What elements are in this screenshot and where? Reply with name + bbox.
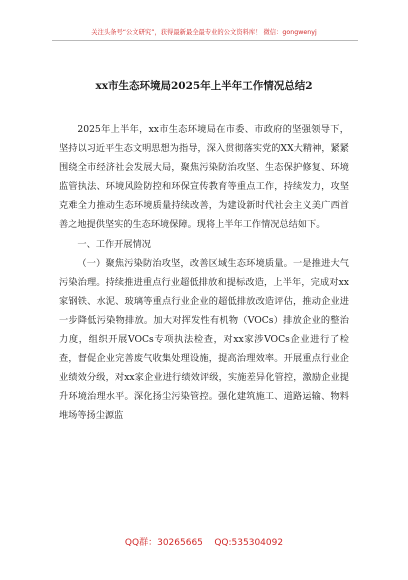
- section-heading: 一、工作开展情况: [77, 238, 151, 250]
- paragraph-pollution-control: （一）聚焦污染防治攻坚，改善区域生态环境质量。一是推进大气污染治理。持续推进重点行业超低排放和提标改造，上半年，完成对xx家钢铁、水泥、玻璃等重点行业企业的超低排放改造评估，推动企业进一步降低污染物排放。加大对挥发性有机物（VOCs）排放企业的整治力度，组织开展VOCs专项执法检查，对xx家涉VOCs企业进行了检查，督促企业完善废气收集处理设施，提高治理效率。开展重点行业企业绩效分级，对xx家企业进行绩效评级，实施差异化管控，激励企业提升环境治理水平。深化扬尘污染管控。强化建筑施工、道路运输、物料堆场等扬尘源监: [59, 257, 349, 422]
- footer-contact: QQ群：30265665 QQ:535304092: [124, 538, 284, 548]
- document-body: [59, 120, 349, 426]
- header-note: 关注头条号“公文研究”，获得最新最全最专业的公文资料库！ 微信：gongwenyj: [91, 29, 317, 36]
- header-divider: [52, 40, 358, 41]
- paragraph-intro: 2025年上半年，xx市生态环境局在市委、市政府的坚强领导下，坚持以习近平生态文明思想为指导，深入贯彻落实党的XX大精神，紧紧围绕全市经济社会发展大局，聚焦污染防治攻坚、生态保护修复、环境监管执法、环境风险防控和环保宣传教育等重点工作，持续发力，攻坚克难全力推动生态环境质量持续改善，为建设新时代社会主义美广西首善之地提供坚实的生态环境保障。现将上半年工作情况总结如下。: [59, 124, 349, 231]
- document-title: xx市生态环境局2025年上半年工作情况总结2: [95, 80, 313, 92]
